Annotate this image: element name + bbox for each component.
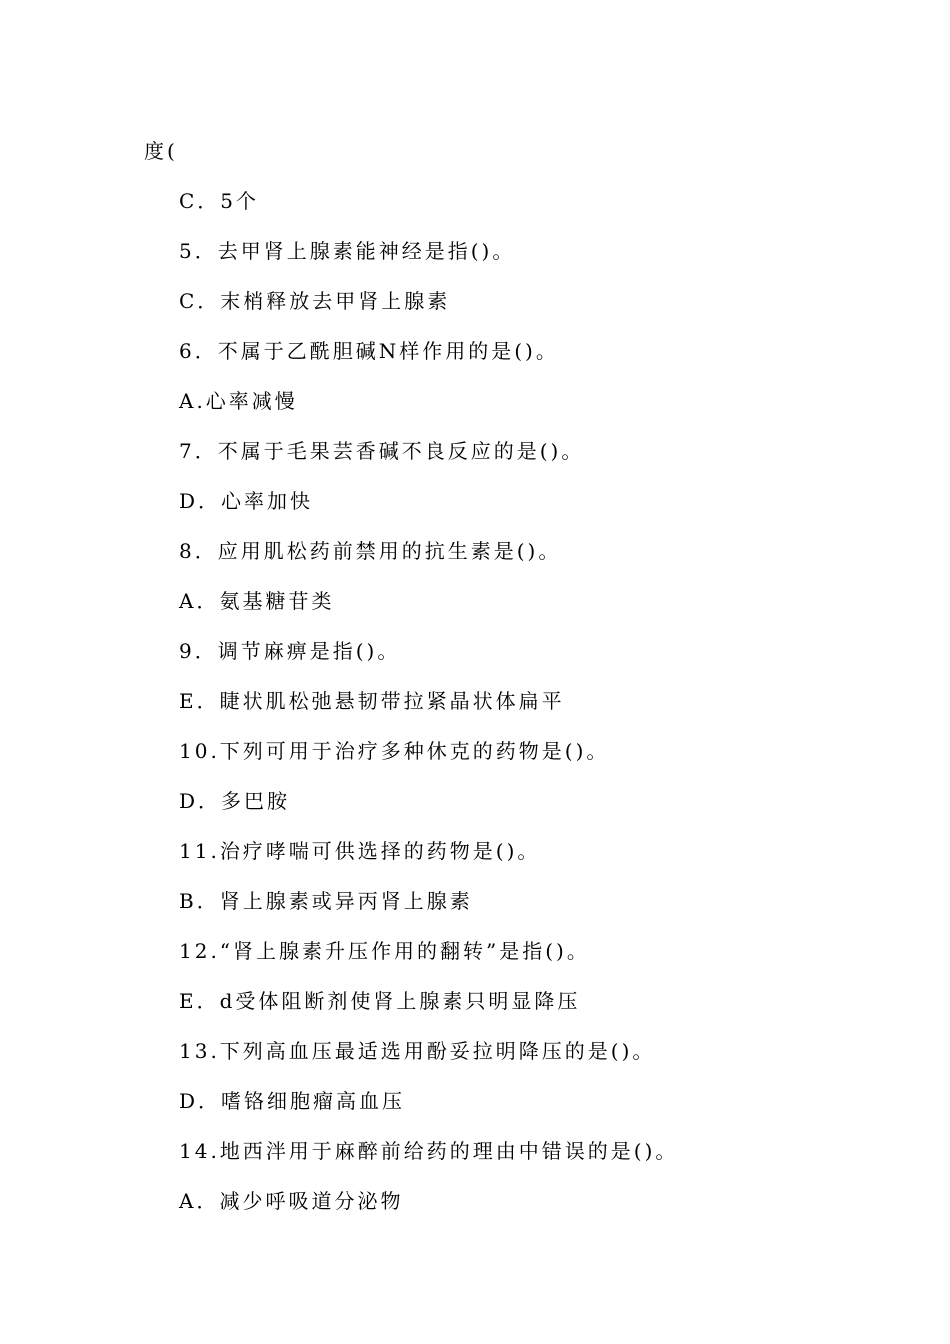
question-line: 7．不属于毛果芸香碱不良反应的是()。 xyxy=(179,439,585,463)
answer-line: E．d受体阻断剂使肾上腺素只明显降压 xyxy=(179,989,581,1013)
answer-line: D．嗜铬细胞瘤高血压 xyxy=(179,1089,406,1113)
answer-line: A．减少呼吸道分泌物 xyxy=(179,1189,404,1213)
answer-line: A.心率减慢 xyxy=(179,389,298,413)
answer-line: D．多巴胺 xyxy=(179,789,291,813)
question-line: 5．去甲肾上腺素能神经是指()。 xyxy=(179,239,516,263)
question-line: 13.下列高血压最适选用酚妥拉明降压的是()。 xyxy=(179,1039,656,1063)
answer-line: B．肾上腺素或异丙肾上腺素 xyxy=(179,889,473,913)
answer-line: E．睫状肌松弛悬韧带拉紧晶状体扁平 xyxy=(179,689,565,713)
question-line: 11.治疗哮喘可供选择的药物是()。 xyxy=(179,839,541,863)
question-line: 14.地西泮用于麻醉前给药的理由中错误的是()。 xyxy=(179,1139,679,1163)
answer-line: A．氨基糖苷类 xyxy=(179,589,335,613)
text-line-continuation: 度( xyxy=(144,139,178,163)
answer-line: D．心率加快 xyxy=(179,489,314,513)
answer-line: C．5个 xyxy=(179,189,260,213)
question-line: 6．不属于乙酰胆碱N样作用的是()。 xyxy=(179,339,559,363)
question-line: 12.“肾上腺素升压作用的翻转”是指()。 xyxy=(179,939,590,963)
question-line: 8．应用肌松药前禁用的抗生素是()。 xyxy=(179,539,562,563)
question-line: 10.下列可用于治疗多种休克的药物是()。 xyxy=(179,739,610,763)
question-line: 9．调节麻痹是指()。 xyxy=(179,639,401,663)
answer-line: C．末梢释放去甲肾上腺素 xyxy=(179,289,451,313)
